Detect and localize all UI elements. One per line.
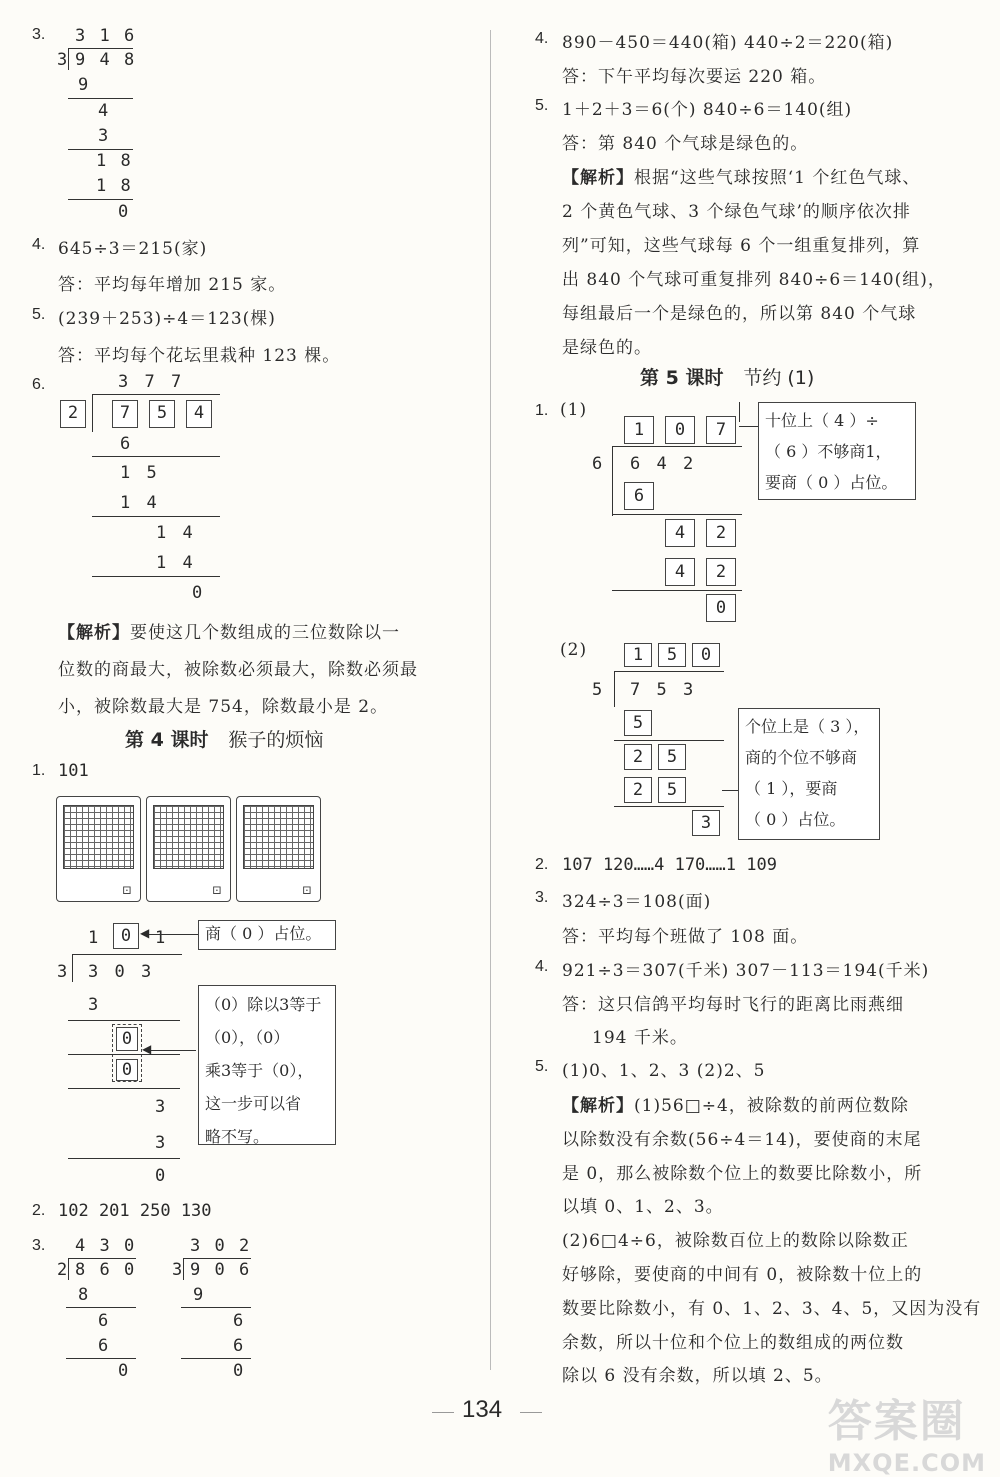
analysis-line: 除以 6 没有余数，所以填 2、5。 [562, 1366, 833, 1386]
note-line: 这一步可以省 [205, 1094, 302, 1113]
analysis-line: 每组最后一个是绿色的，所以第 840 个气球 [562, 304, 917, 324]
analysis-tag: 【解析】 [562, 168, 634, 188]
step: 1 8 [96, 176, 133, 196]
step: 6 [98, 1311, 109, 1331]
quotient-box: 5 [658, 643, 686, 667]
divisor: 3 [172, 1260, 183, 1280]
question-number: 3. [32, 1237, 46, 1254]
quotient: 3 1 6 [75, 26, 137, 46]
question-number: 3. [32, 26, 46, 43]
step: 6 [98, 1336, 109, 1356]
quotient-box: 1 [624, 416, 654, 444]
grid-icon: ⊡ [121, 883, 132, 897]
analysis-line: 出 840 个气球可重复排列 840÷6＝140(组)， [562, 270, 946, 290]
step: 8 [78, 1285, 89, 1305]
dividend-box: 4 [186, 400, 212, 428]
note-line: 个位上是（ 3 ）， [745, 717, 870, 736]
grid-icon: ⊡ [301, 883, 312, 897]
analysis-line: 位数的商最大，被除数必须最大，除数必须最 [58, 660, 418, 680]
quotient-box: 7 [706, 416, 736, 444]
step: 0 [118, 1361, 129, 1381]
dividend: 9 0 6 [190, 1260, 252, 1280]
column-divider [490, 30, 491, 1370]
step: 3 [155, 1097, 166, 1117]
dividend: 3 0 3 [88, 962, 155, 982]
answer: 答：下午平均每次要运 220 箱。 [562, 67, 827, 87]
analysis-line: 数要比除数小，有 0、1、2、3、4、5，又因为没有 [562, 1299, 982, 1319]
expression: 890－450＝440(箱) 440÷2＝220(箱) [562, 33, 894, 53]
watermark-logo [828, 1385, 986, 1477]
note-line: 要商（ 0 ）占位。 [765, 473, 898, 492]
note-line: 乘3等于（0）， [205, 1061, 314, 1080]
lesson-subtitle: 节约 (1) [743, 367, 815, 389]
answer: 194 千米。 [592, 1028, 688, 1048]
analysis-line: 小，被除数最大是 754，除数最小是 2。 [58, 697, 389, 717]
step: 0 [192, 583, 203, 603]
answer: 答：第 840 个气球是绿色的。 [562, 134, 809, 154]
step: 6 [233, 1311, 244, 1331]
question-number: 5. [535, 1058, 549, 1075]
answer: 答：这只信鸽平均每时飞行的距离比雨燕细 [562, 995, 904, 1015]
step-box: 0 [706, 594, 736, 622]
step: 1 4 [120, 493, 160, 513]
answer-values: 107 120……4 170……1 109 [562, 855, 777, 875]
step: 3 [155, 1133, 166, 1153]
note-line: 商的个位不够商 [745, 748, 858, 767]
step: 1 8 [96, 151, 133, 171]
question-number: 1. [535, 402, 549, 419]
step: 3 [88, 995, 99, 1015]
analysis-line: 列”可知，这些气球每 6 个一组重复排列，算 [562, 236, 921, 256]
step-box: 3 [692, 810, 720, 836]
lesson-heading [640, 363, 814, 390]
expression: 645÷3＝215(家) [58, 239, 208, 259]
analysis-tag: 【解析】 [562, 1096, 634, 1116]
question-number: 4. [535, 30, 549, 47]
note-line: 十位上（ 4 ）÷ [765, 411, 879, 430]
step-box: 2 [706, 558, 736, 586]
step: 3 [98, 126, 109, 146]
analysis-line: (1)56□÷4，被除数的前两位数除 [634, 1096, 909, 1116]
expression: 921÷3＝307(千米) 307－113＝194(千米) [562, 961, 930, 981]
step-box: 2 [624, 744, 652, 770]
analysis-line: 好够除，要使商的中间有 0，被除数十位上的 [562, 1265, 923, 1285]
answer: 答：平均每个花坛里栽种 123 棵。 [58, 346, 341, 366]
step: 1 4 [156, 553, 196, 573]
step-box: 5 [658, 777, 686, 803]
question-number: 1. [32, 762, 46, 779]
note-box: 商（ 0 ）占位。 [198, 920, 336, 950]
step-box: 4 [665, 519, 695, 547]
analysis-line: (2)6□4÷6，被除数百位上的数除以除数正 [562, 1231, 909, 1251]
question-number: 5. [535, 97, 549, 114]
quotient: 3 7 7 [118, 372, 185, 392]
expression: 1＋2＋3＝6(个) 840÷6＝140(组) [562, 100, 853, 120]
page-number: 134 [462, 1396, 503, 1423]
explain-note [738, 708, 880, 840]
note-line: （ 1 ），要商 [745, 779, 838, 798]
quotient: 3 0 2 [190, 1236, 252, 1256]
hundred-grid [56, 796, 141, 902]
explain-note [758, 402, 916, 500]
note-line: （0）除以3等于 [205, 995, 322, 1014]
explain-note [198, 985, 336, 1145]
step-box: 5 [658, 744, 686, 770]
step: 1 4 [156, 523, 196, 543]
analysis-line: 2 个黄色气球、3 个绿色气球’的顺序依次排 [562, 202, 911, 222]
question-number: 2. [32, 1202, 46, 1219]
quotient-box: 1 [624, 643, 652, 667]
step-box: 2 [624, 777, 652, 803]
step-box: 6 [624, 482, 654, 510]
hundred-grid [236, 796, 321, 902]
analysis-line: 根据“这些气球按照‘1 个红色气球、 [634, 168, 921, 188]
step-box: 5 [624, 710, 652, 736]
answer-value: 101 [58, 761, 89, 781]
step: 4 [98, 101, 109, 121]
step: 1 5 [120, 463, 160, 483]
question-number: 2. [535, 856, 549, 873]
lesson-title: 第 4 课时 [125, 729, 209, 751]
divisor: 6 [592, 454, 603, 474]
note-line: （0），（0） [205, 1028, 290, 1047]
answer: 答：平均每个班做了 108 面。 [562, 927, 809, 947]
note-line: （ 6 ）不够商1， [765, 442, 892, 461]
step-box: 0 [116, 1027, 138, 1051]
divisor: 3 [57, 50, 68, 70]
analysis-line: 是 0，那么被除数个位上的数要比除数小，所 [562, 1164, 923, 1184]
step-box: 0 [116, 1059, 138, 1081]
divisor: 2 [57, 1260, 68, 1280]
question-number: 3. [535, 889, 549, 906]
expression: 324÷3＝108(面) [562, 892, 712, 912]
analysis-line: 是绿色的。 [562, 338, 652, 358]
step-box: 2 [706, 519, 736, 547]
part-tag: (2) [560, 640, 588, 660]
expression: (239＋253)÷4＝123(棵) [58, 309, 276, 329]
grid-icon: ⊡ [211, 883, 222, 897]
dividend: 8 6 0 [75, 1260, 137, 1280]
analysis-line: 余数，所以十位和个位上的数组成的两位数 [562, 1333, 904, 1353]
note-line: 略不写。 [205, 1127, 270, 1146]
dividend-box: 7 [112, 400, 138, 428]
watermark-url: MXQE.COM [827, 1449, 986, 1477]
question-number: 4. [535, 958, 549, 975]
question-number: 4. [32, 236, 46, 253]
step: 6 [233, 1336, 244, 1356]
question-number: 6. [32, 376, 46, 393]
analysis-line: 要使这几个数组成的三位数除以一 [130, 623, 400, 643]
dividend: 7 5 3 [630, 680, 697, 700]
question-number: 5. [32, 306, 46, 323]
lesson-subtitle: 猴子的烦恼 [228, 729, 324, 751]
quotient: 4 3 0 [75, 1236, 137, 1256]
watermark-text: 答案圈 [827, 1396, 966, 1447]
dividend: 9 4 8 [75, 50, 137, 70]
answer-values: 102 201 250 130 [58, 1201, 212, 1221]
divisor: 3 [57, 962, 68, 982]
analysis-line: 以填 0、1、2、3。 [562, 1197, 724, 1217]
part-tag: (1) [560, 400, 588, 420]
quotient-box: 0 [692, 643, 720, 667]
quotient-box: 0 [113, 923, 139, 949]
divisor-box: 2 [60, 400, 86, 428]
analysis-tag: 【解析】 [58, 623, 130, 643]
analysis-line: 以除数没有余数(56÷4＝14)，要使商的末尾 [562, 1130, 922, 1150]
step: 0 [233, 1361, 244, 1381]
step: 9 [193, 1285, 204, 1305]
step: 0 [118, 202, 129, 222]
divisor: 5 [592, 680, 603, 700]
lesson-heading [125, 725, 323, 752]
answer: 答：平均每年增加 215 家。 [58, 275, 287, 295]
dividend-box: 5 [149, 400, 175, 428]
dividend: 6 4 2 [630, 454, 697, 474]
step: 0 [155, 1166, 166, 1186]
step: 6 [120, 434, 131, 454]
lesson-title: 第 5 课时 [640, 367, 724, 389]
note-line: （ 0 ）占位。 [745, 810, 846, 829]
hundred-grid [146, 796, 231, 902]
expression: (1)0、1、2、3 (2)2、5 [562, 1061, 766, 1081]
quotient-box: 0 [665, 416, 695, 444]
quotient-digit: 1 [88, 928, 99, 948]
step: 9 [78, 75, 89, 95]
quotient-digit: 1 [155, 928, 166, 948]
step-box: 4 [665, 558, 695, 586]
